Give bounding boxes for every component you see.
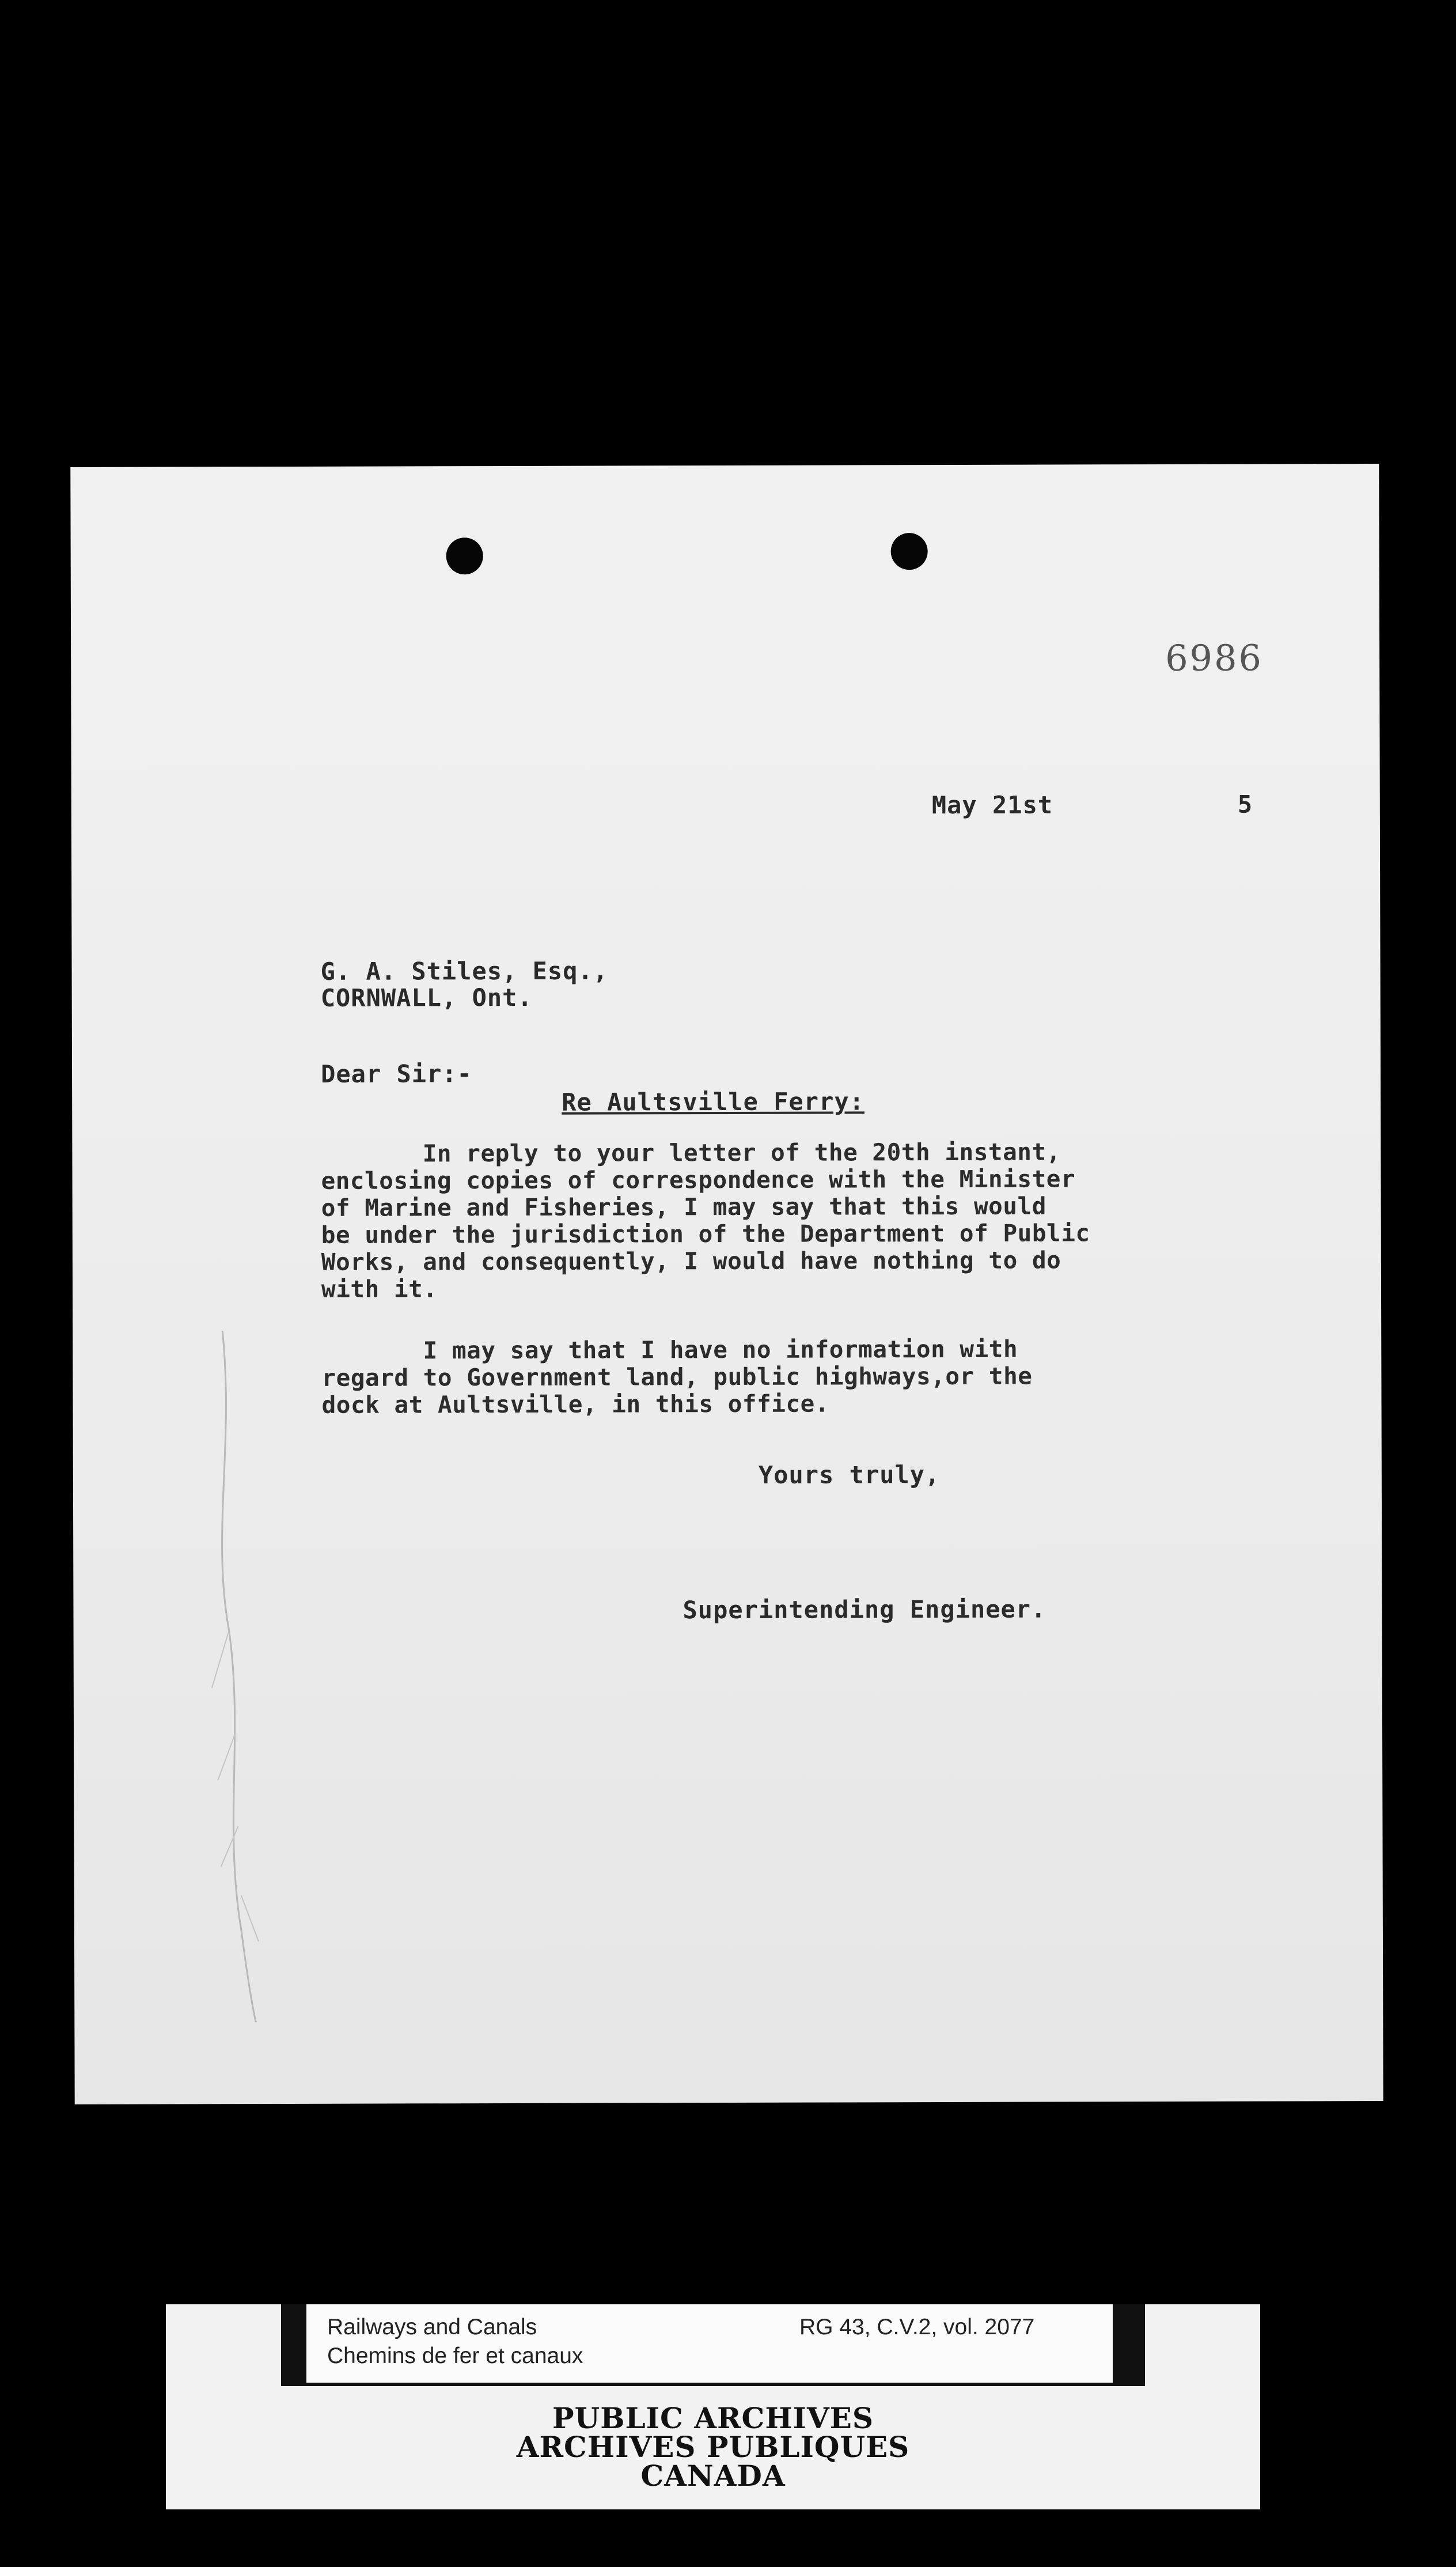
margin-crease-mark — [188, 1331, 316, 2023]
subject-line: Re Aultsville Ferry: — [562, 1087, 864, 1116]
archive-title-french: ARCHIVES PUBLIQUES — [516, 2430, 910, 2464]
salutation: Dear Sir:- — [320, 1059, 472, 1088]
body-paragraph-2: I may say that I have no information with regard to Government land, public highways,or the dock at Aultsville, in this office. — [321, 1335, 1033, 1419]
department-french: Chemins de fer et canaux — [327, 2343, 583, 2368]
addressee-name: G. A. Stiles, Esq., — [320, 956, 609, 986]
closing: Yours truly, — [758, 1460, 941, 1489]
punch-hole-right — [891, 533, 928, 570]
archive-reference: RG 43, C.V.2, vol. 2077 — [799, 2315, 1035, 2339]
archive-title-country: CANADA — [640, 2459, 786, 2493]
body-paragraph-1: In reply to your letter of the 20th instant, enclosing copies of correspondence with the Minister of Marine and Fisheries, I may say that this would be under the jurisdiction of the Department of Public Works, and consequently, I would have nothing to do with it. — [321, 1138, 1090, 1303]
punch-hole-left — [446, 537, 483, 574]
addressee-location: CORNWALL, Ont. — [320, 983, 533, 1012]
file-number-stamp: 6986 — [1165, 637, 1264, 680]
letter-year-fragment: 5 — [1237, 790, 1253, 819]
signature-title: Superintending Engineer. — [682, 1595, 1046, 1625]
letter-sheet — [70, 464, 1383, 2104]
archive-label-card — [166, 2304, 1260, 2509]
letter-date: May 21st — [931, 790, 1053, 820]
department-english: Railways and Canals — [327, 2315, 537, 2339]
archive-title-english: PUBLIC ARCHIVES — [552, 2401, 874, 2435]
